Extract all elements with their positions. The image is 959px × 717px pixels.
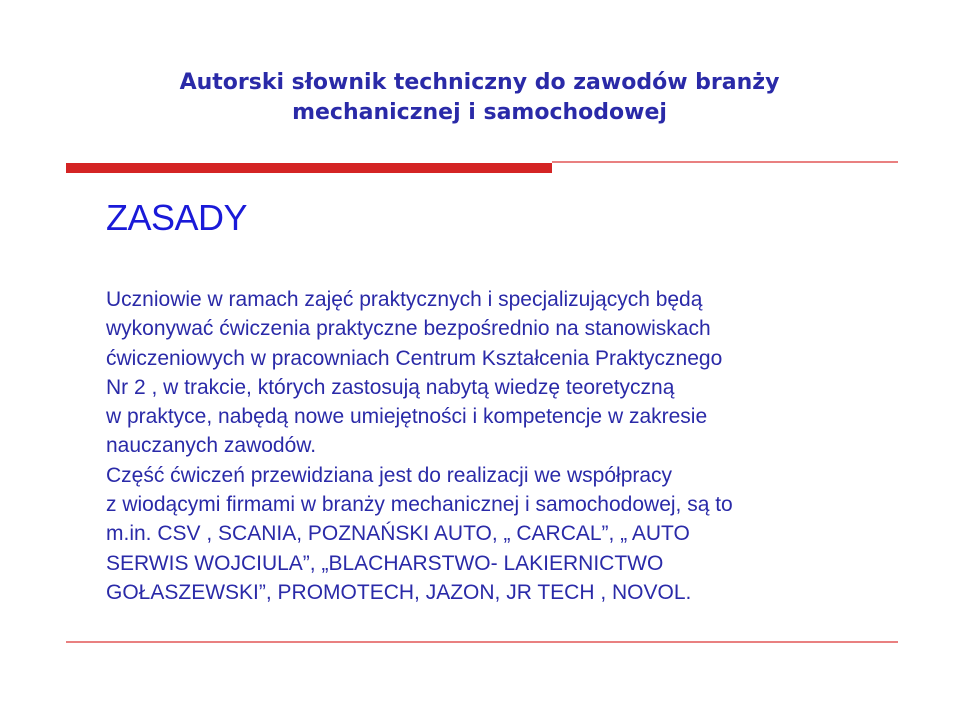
body-line: z wiodącymi firmami w branży mechanicznej i samochodowej, są to: [106, 493, 733, 517]
body-line: Nr 2 , w trakcie, których zastosują nabytą wiedzę teoretyczną: [106, 375, 675, 399]
slide-title-line-1: Autorski słownik techniczny do zawodów branży: [179, 70, 780, 95]
body-line: Uczniowie w ramach zajęć praktycznych i specjalizujących będą: [106, 288, 703, 311]
body-line: nauczanych zawodów.: [106, 434, 317, 458]
body-line: Część ćwiczeń przewidziana jest do realizacji we współpracy: [106, 463, 673, 487]
top-divider-thin: [552, 161, 898, 163]
section-heading: ZASADY: [106, 197, 248, 238]
slide-title-line-2: mechanicznej i samochodowej: [292, 100, 667, 125]
slide-title: [0, 68, 959, 128]
body-line: m.in. CSV , SCANIA, POZNAŃSKI AUTO, „ CARCAL”, „ AUTO: [106, 522, 690, 546]
body-paragraph: [106, 285, 826, 607]
body-line: w praktyce, nabędą nowe umiejętności i kompetencje w zakresie: [106, 405, 708, 429]
bottom-divider: [66, 641, 898, 643]
body-line: SERWIS WOJCIULA”, „BLACHARSTWO- LAKIERNICTWO: [106, 551, 664, 575]
body-line: GOŁASZEWSKI”, PROMOTECH, JAZON, JR TECH , NOVOL.: [106, 580, 692, 604]
body-line: ćwiczeniowych w pracowniach Centrum Kształcenia Praktycznego: [106, 346, 723, 370]
top-divider-thick: [66, 163, 552, 173]
body-line: wykonywać ćwiczenia praktyczne bezpośrednio na stanowiskach: [106, 317, 711, 341]
